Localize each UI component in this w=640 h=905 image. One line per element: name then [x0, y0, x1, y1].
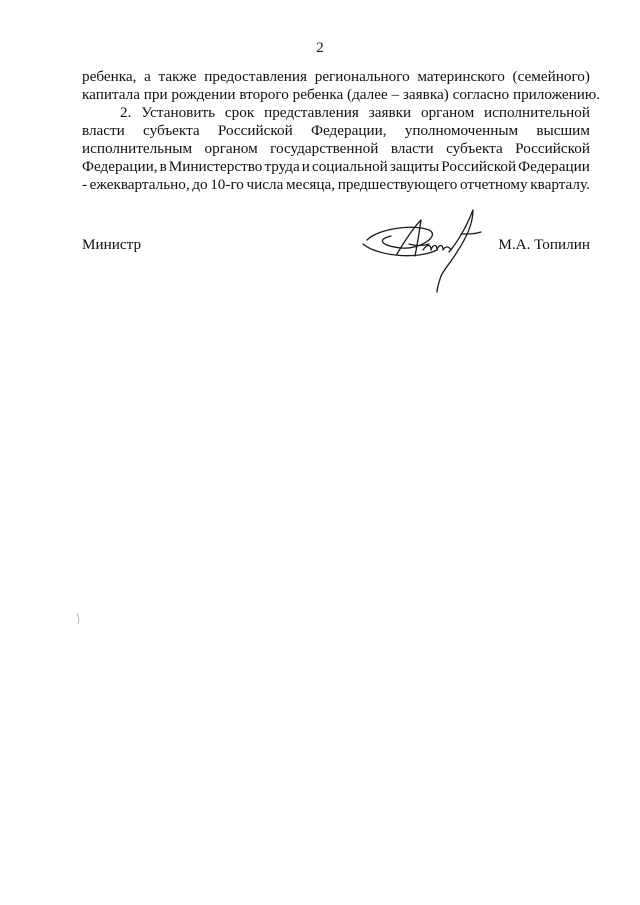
word: субъекта: [143, 122, 200, 139]
scan-artifact: [76, 612, 82, 626]
word: Федерации,: [310, 122, 387, 139]
word: заявки: [368, 104, 412, 121]
word: власти: [390, 140, 434, 157]
word: кварталу.: [530, 176, 590, 193]
paragraph-2-line-1: [82, 104, 590, 122]
paragraph-2-line-4: [82, 158, 590, 176]
word: до: [192, 176, 208, 193]
word: (семейного): [512, 68, 590, 85]
word: представления: [264, 104, 359, 121]
paragraph-2-line-2: [82, 122, 590, 140]
word: уполномоченным: [404, 122, 519, 139]
word: месяца,: [285, 176, 336, 193]
handwritten-signature: [357, 204, 507, 294]
paragraph-1-line-1: [82, 68, 590, 86]
word: отчетному: [459, 176, 528, 193]
word: предоставления: [204, 68, 308, 85]
document-body: [82, 68, 601, 194]
word: социальной: [311, 158, 388, 175]
word: органом: [420, 104, 475, 121]
word: срок: [224, 104, 255, 121]
word: числа: [246, 176, 284, 193]
word: Федерации,: [82, 158, 158, 175]
page-number: 2: [316, 40, 324, 56]
word: труда: [264, 158, 300, 175]
signature-block: [82, 232, 590, 292]
word: органом: [204, 140, 258, 157]
word: исполнительным: [82, 140, 193, 157]
paragraph-2-line-3: [82, 140, 590, 158]
word: исполнительной: [484, 104, 590, 121]
word: 10-го: [210, 176, 244, 193]
word: и: [301, 158, 310, 175]
word: субъекта: [446, 140, 503, 157]
signer-name: М.А. Топилин: [498, 236, 590, 253]
word: предшествующего: [337, 176, 458, 193]
paragraph-1-line-2: капитала при рождении второго ребенка (далее – заявка) согласно приложению.: [82, 86, 601, 103]
word: государственной: [270, 140, 379, 157]
word: Федерации: [518, 158, 590, 175]
word: в: [159, 158, 167, 175]
word: Министерство: [168, 158, 263, 175]
word: Российской: [441, 158, 517, 175]
word: Российской: [515, 140, 590, 157]
word: -: [82, 176, 88, 193]
word: а: [144, 68, 151, 85]
word: 2.: [120, 104, 132, 121]
word: также: [158, 68, 197, 85]
signatory-position: Министр: [82, 236, 142, 253]
word: ребенка,: [82, 68, 137, 85]
word: ежеквартально,: [89, 176, 190, 193]
word: защиты: [389, 158, 440, 175]
paragraph-2-line-5: [82, 176, 590, 194]
word: материнского: [417, 68, 505, 85]
word: Российской: [217, 122, 293, 139]
word: регионального: [314, 68, 410, 85]
word: Установить: [141, 104, 216, 121]
word: высшим: [536, 122, 590, 139]
word: власти: [82, 122, 125, 139]
